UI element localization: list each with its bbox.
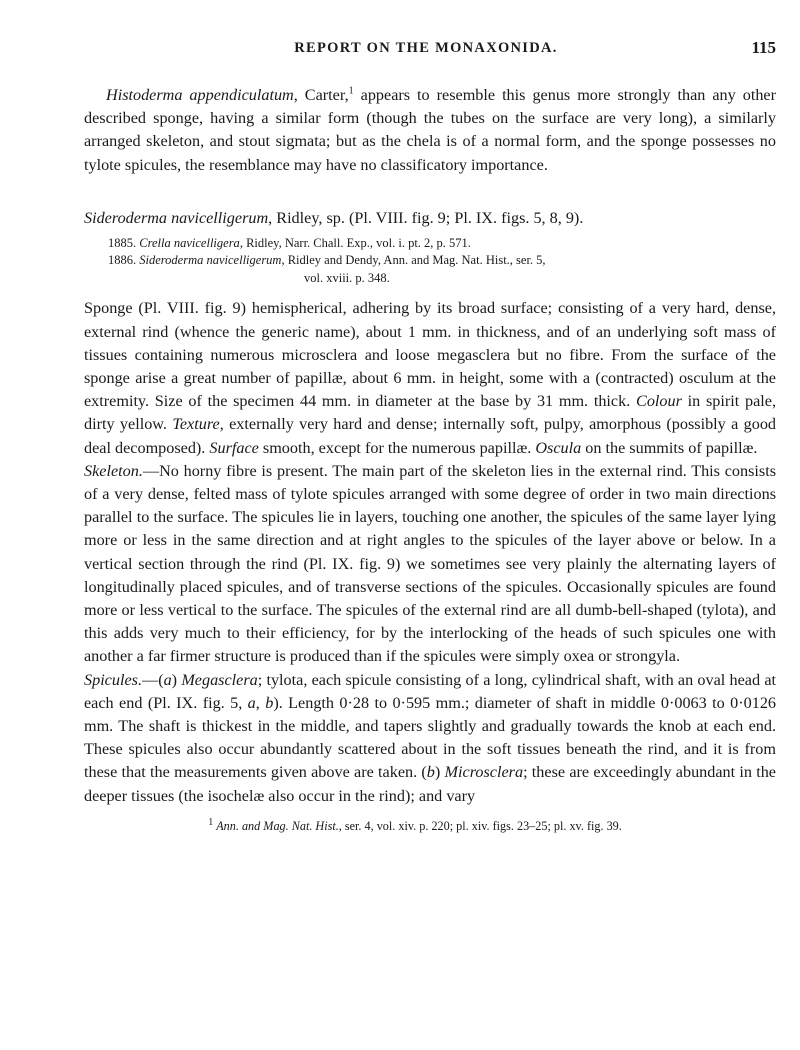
synonymy-name: Sideroderma navicelligerum (139, 253, 282, 268)
spicules-a: a (163, 670, 172, 689)
surface-label: Surface (209, 438, 259, 457)
synonymy-name: Crella navicelligera (139, 235, 240, 250)
species-heading (84, 207, 776, 229)
description-text-2: in spirit pale, dirty yellow. (84, 392, 777, 434)
spicules-text-2: ). Length 0·28 to 0·595 mm.; diameter of shaft in middle 0·0063 to 0·0126 mm. The shaft is thickest in the middle, and tapers slightly and gradually towards the knob at each end. These spicules also occur abundantly scattered about in the soft tissues beneath the rind, and it is from these that the measurements given above are taken. ( (84, 693, 777, 782)
synonymy-list (84, 235, 776, 288)
megasclera-label: Megasclera (181, 670, 258, 689)
footnote-ref: 1 (348, 85, 354, 97)
microsclera-label: Microsclera (444, 763, 524, 782)
footnote-mark: 1 (208, 816, 214, 828)
footnote-source: Ann. and Mag. Nat. Hist. (216, 818, 339, 833)
spicules-text-3: ; these are exceedingly abundant in the deeper tissues (the isochelæ also occur in the rind); and vary (84, 763, 776, 805)
description-text-1: Sponge (Pl. VIII. fig. 9) hemispherical, adhering by its broad surface; consisting of a very hard, dense, external rind (whence the generic name), about 1 mm. in thickness, and of an underlying soft mass of tissues containing numerous microsclera and loose megasclera but no fibre. From the surface of the sponge arise a great number of papillæ, about 6 mm. in height, some with a (contracted) osculum at the extremity. Size of the specimen 44 mm. in diameter at the base by 31 mm. thick. (84, 299, 776, 411)
skeleton-paragraph (84, 460, 776, 669)
species-citation: , Ridley, sp. (Pl. VIII. fig. 9; Pl. IX. figs. 5, 8, 9). (268, 208, 584, 227)
description-text-4: smooth, except for the numerous papillæ. (258, 438, 532, 457)
synonymy-year: 1885. (108, 235, 137, 250)
skeleton-text: —No horny fibre is present. The main part of the skeleton lies in the external rind. This consists of a very dense, felted mass of tylote spicules arranged with some degree of order in two main directions parallel to the surface. The spicules lie in layers, touching one another, the spicules of the same layer lying more or less in the same direction and at right angles to the spicules of the layer above or below. In a vertical section through the rind (Pl. IX. fig. 9) we sometimes see very plainly the alternating layers of longitudinally placed spicules, and of transverse sections of the spicules. Occasionally spicules are found more or less vertical to the surface. The spicules of the external rind are all dumb-bell-shaped (tylota), and this adds very much to their efficiency, for by the interlocking of the heads of such spicules one with another a far firmer structure is produced than if the spicules were simply oxea or strongyla. (84, 461, 776, 666)
fig-a: a (247, 693, 256, 712)
spicules-text-1: ; tylota, each spicule consisting of a long, cylindrical shaft, with an oval head at each end (Pl. IX. fig. 5, (84, 670, 777, 712)
intro-author: , Carter, (293, 86, 349, 104)
spicules-b: b (426, 763, 435, 782)
spicules-paragraph (84, 669, 776, 808)
spicules-punct: ) (171, 670, 182, 689)
synonymy-continuation: vol. xviii. p. 348. (304, 270, 390, 285)
spicules-punct: —( (142, 670, 164, 689)
footnote-text: , ser. 4, vol. xiv. p. 220; pl. xiv. figs. 23–25; pl. xv. fig. 39. (338, 818, 622, 833)
intro-paragraph (84, 84, 776, 177)
running-head-title: REPORT ON THE MONAXONIDA. (294, 40, 558, 56)
texture-label: Texture (172, 415, 220, 434)
running-head (84, 40, 776, 70)
intro-text: appears to resemble this genus more strongly than any other described sponge, having a similar form (though the tubes on the surface are very long), a similarly arranged skeleton, and stout sigmata; but as the chela is of a normal form, and the sponge possesses no tylote spicules, the resemblance may have no classificatory importance. (84, 86, 777, 174)
colour-label: Colour (636, 392, 682, 411)
fig-b: b (265, 693, 274, 712)
synonymy-source: , Ridley, Narr. Chall. Exp., vol. i. pt. 2, p. 571. (239, 235, 471, 250)
description-text-5: on the summits of papillæ. (581, 438, 758, 457)
species-name: Sideroderma navicelligerum (84, 208, 269, 227)
intro-genus: Histoderma appendiculatum (106, 86, 294, 104)
spicules-punct: , (255, 693, 266, 712)
synonymy-year: 1886. (108, 253, 137, 268)
synonymy-entry (84, 235, 776, 253)
skeleton-label: Skeleton. (84, 461, 143, 480)
description-paragraph (84, 297, 776, 459)
synonymy-entry (84, 252, 776, 270)
spicules-punct: ) (434, 763, 445, 782)
description-text-3: , externally very hard and dense; internally soft, pulpy, amorphous (possibly a good deal decomposed). (84, 415, 777, 457)
oscula-label: Oscula (535, 438, 582, 457)
spicules-label: Spicules. (84, 670, 142, 689)
footnote (84, 818, 776, 834)
page-number: 115 (751, 38, 776, 57)
synonymy-source: , Ridley and Dendy, Ann. and Mag. Nat. Hist., ser. 5, (281, 253, 546, 268)
